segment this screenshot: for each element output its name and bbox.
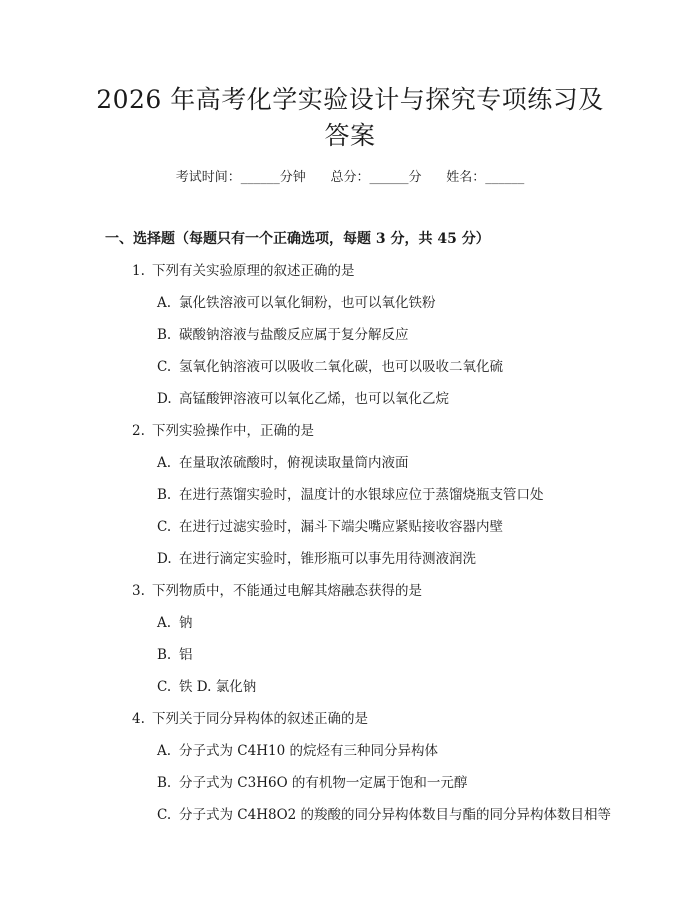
option-label: C. — [157, 679, 172, 695]
section-heading: 一、选择题（每题只有一个正确选项，每题 3 分，共 45 分） — [105, 231, 490, 247]
exam-info-text: 考试时间：______分钟 总分：______分 姓名：______ — [175, 170, 525, 185]
option-3b — [157, 645, 193, 665]
option-text: 分子式为 C3H6O 的有机物一定属于饱和一元醇 — [179, 775, 468, 791]
option-text: 钠 — [179, 615, 193, 631]
question-text: 下列关于同分异构体的叙述正确的是 — [152, 711, 368, 727]
option-label: B. — [157, 775, 172, 791]
option-text: 氢氧化钠溶液可以吸收二氧化碳，也可以吸收二氧化硫 — [179, 359, 503, 375]
question-1 — [132, 261, 355, 281]
option-label: A. — [157, 455, 172, 471]
question-2 — [132, 421, 314, 441]
option-text: 碳酸钠溶液与盐酸反应属于复分解反应 — [179, 327, 409, 343]
option-label: C. — [157, 359, 172, 375]
question-text: 下列实验操作中，正确的是 — [152, 423, 314, 439]
option-label: C. — [157, 519, 172, 535]
option-4c — [157, 805, 611, 825]
option-label: B. — [157, 487, 172, 503]
option-label: A. — [157, 295, 172, 311]
option-1c — [157, 357, 503, 377]
option-label: B. — [157, 647, 172, 663]
question-text: 下列物质中，不能通过电解其熔融态获得的是 — [152, 583, 422, 599]
document-title — [0, 82, 700, 154]
option-text: 在进行蒸馏实验时，温度计的水银球应位于蒸馏烧瓶支管口处 — [179, 487, 544, 503]
option-label: D. — [157, 391, 172, 407]
option-1b — [157, 325, 409, 345]
option-2c — [157, 517, 503, 537]
option-4a — [157, 741, 438, 761]
option-3a — [157, 613, 193, 633]
question-number: 3. — [132, 583, 145, 599]
option-1d — [157, 389, 449, 409]
question-4 — [132, 709, 368, 729]
question-number: 2. — [132, 423, 145, 439]
question-number: 4. — [132, 711, 145, 727]
title-line-1: 2026 年高考化学实验设计与探究专项练习及 — [96, 85, 604, 114]
question-text: 下列有关实验原理的叙述正确的是 — [152, 263, 355, 279]
option-text: 分子式为 C4H8O2 的羧酸的同分异构体数目与酯的同分异构体数目相等 — [179, 807, 612, 823]
option-text: 在进行滴定实验时，锥形瓶可以事先用待测液润洗 — [179, 551, 476, 567]
option-label: B. — [157, 327, 172, 343]
option-4b — [157, 773, 467, 793]
option-text: 在量取浓硫酸时，俯视读取量筒内液面 — [179, 455, 409, 471]
exam-info — [0, 169, 700, 187]
option-text: 铁 D. 氯化钠 — [179, 679, 257, 695]
option-text: 分子式为 C4H10 的烷烃有三种同分异构体 — [179, 743, 438, 759]
option-2b — [157, 485, 544, 505]
option-label: A. — [157, 615, 172, 631]
option-label: D. — [157, 551, 172, 567]
option-2a — [157, 453, 409, 473]
option-1a — [157, 293, 436, 313]
question-3 — [132, 581, 422, 601]
option-label: A. — [157, 743, 172, 759]
option-text: 高锰酸钾溶液可以氧化乙烯，也可以氧化乙烷 — [179, 391, 449, 407]
option-3c — [157, 677, 256, 697]
option-2d — [157, 549, 476, 569]
option-label: C. — [157, 807, 172, 823]
option-text: 氯化铁溶液可以氧化铜粉，也可以氧化铁粉 — [179, 295, 436, 311]
option-text: 铝 — [179, 647, 193, 663]
title-line-2: 答案 — [324, 121, 376, 150]
option-text: 在进行过滤实验时，漏斗下端尖嘴应紧贴接收容器内壁 — [179, 519, 503, 535]
question-number: 1. — [132, 263, 145, 279]
